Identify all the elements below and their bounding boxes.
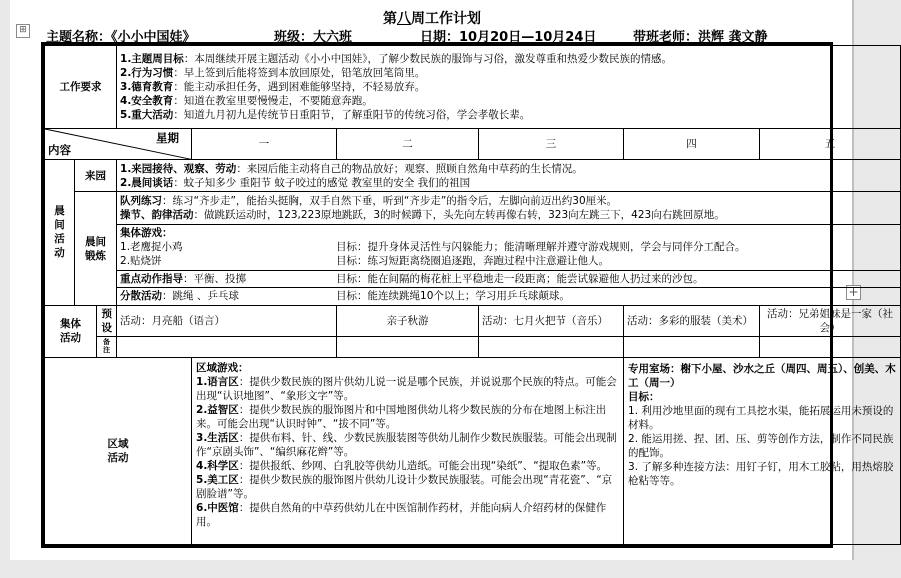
collective-label <box>45 305 97 358</box>
list-item <box>120 289 897 303</box>
item-head: 5.重大活动 <box>120 108 174 121</box>
requirements-content <box>117 46 901 129</box>
item-text: ：来园后能主动将自己的物品放好；观察、照顾自然角中草药的生长情况。 <box>236 162 583 175</box>
goal-label: 目标： <box>628 391 660 404</box>
list-item <box>120 52 897 66</box>
game-name: 2.贴烧饼 <box>120 255 162 268</box>
item-text: ：练习“齐步走”，能抬头挺胸，双手自然下垂，听到“齐步走”的指令后，左脚向前迈出约30厘米。 <box>162 195 618 208</box>
item-head: 4.科学区 <box>196 460 239 473</box>
special-room-text: ：榭下小屋、沙水之丘（周四、周五）、创美、木工（周一） <box>628 363 896 390</box>
list-item <box>196 473 619 501</box>
list-item <box>120 254 897 268</box>
list-item <box>120 176 897 190</box>
special-room-line <box>628 362 896 390</box>
item-text: ：做跳跃运动时，123,223原地跳跃，3的时候蹲下，头先向左转再像右转，323向左跳三下，423向右跳回原地。 <box>193 209 725 222</box>
class-label: 班级： <box>274 30 314 45</box>
area-text: 区域活动 <box>107 438 129 465</box>
focus-content <box>117 271 901 288</box>
item-text: ：跳绳 、乒乓球 <box>162 290 239 303</box>
list-item <box>196 431 619 459</box>
requirements-label: 工作要求 <box>45 46 117 129</box>
item-text: ：提供少数民族的服饰图片供幼儿设计少数民族服装。可能会出现“青花瓷”、“京剧脸谱”等。 <box>196 474 613 501</box>
activity-tuesday: 亲子秋游 <box>337 305 479 336</box>
collective-text: 集体活动 <box>60 318 81 345</box>
list-item <box>120 272 897 286</box>
item-head: 1.来园接待、观察、劳动 <box>120 162 237 175</box>
list-item <box>120 240 897 254</box>
item-text: ：提供少数民族的服饰图片和中国地图供幼儿将少数民族的分布在地图上标注出来。可能会出现“认识时钟”、“拔不同”等。 <box>196 404 607 431</box>
item-text: ：平衡、投掷 <box>183 273 247 286</box>
collective-row <box>45 305 901 336</box>
list-item <box>120 194 897 208</box>
corner-weekday-label: 星期 <box>156 130 180 145</box>
list-item <box>120 162 897 176</box>
item-goal: 目标：能在间隔的梅花桩上平稳地走一段距离；能尝试躲避他人扔过来的沙包。 <box>336 273 704 286</box>
day-monday: 一 <box>192 128 337 159</box>
corner-content-label: 内容 <box>48 143 71 158</box>
group-row <box>45 288 901 305</box>
item-head: 6.中医馆 <box>196 502 239 515</box>
goal-item: 1. 利用沙地里面的现有工具挖水渠，能拓展运用未预设的材料。 <box>628 405 894 432</box>
day-friday: 五 <box>760 128 901 159</box>
exercise-text: 晨间锻炼 <box>85 235 106 262</box>
item-head: 3.德育教育 <box>120 80 174 93</box>
drill-content <box>117 192 901 224</box>
item-head: 2.益智区 <box>196 404 239 417</box>
item-head: 4.安全教育 <box>120 94 174 107</box>
activity-monday: 活动：月亮船（语言） <box>117 305 337 336</box>
item-head: 3.生活区 <box>196 432 239 445</box>
note-cell-4 <box>624 336 760 357</box>
add-column-icon[interactable]: + <box>846 285 861 300</box>
item-head: 1.主题周目标 <box>120 52 184 65</box>
special-room-content <box>624 358 901 545</box>
item-text: ：提供报纸、纱网、白乳胶等供幼儿造纸。可能会出现“染纸”、“提取色素”等。 <box>238 460 608 473</box>
goal-item: 3. 了解多种连接方法：用钉子钉，用木工胶粘，用热熔胶枪粘等等。 <box>628 461 894 488</box>
item-text: ：知道九月初九是传统节日重阳节，了解重阳节的传统习俗，学会孝敬长辈。 <box>173 108 531 121</box>
note-text: 备注 <box>103 337 110 354</box>
page-title <box>0 8 864 28</box>
item-head: 1.语言区 <box>196 376 239 389</box>
item-text: ：提供少数民族的图片供幼儿说一说是哪个民族，并说说那个民族的特点。可能会出现“认识地图”、“象形文字”等。 <box>196 376 617 403</box>
area-row <box>45 358 901 545</box>
list-item <box>196 375 619 403</box>
title-week: 八 <box>397 11 411 27</box>
note-cell-5 <box>760 336 901 357</box>
plan-text: 预设 <box>101 307 112 334</box>
list-item <box>120 208 897 222</box>
theme-label: 主题名称： <box>46 30 112 45</box>
activity-thursday: 活动：多彩的服装（美术） <box>624 305 760 336</box>
morning-activity-text: 晨间活动 <box>54 205 65 260</box>
area-games-content <box>192 358 624 545</box>
area-label <box>45 358 192 545</box>
weekday-header-row <box>45 128 901 159</box>
item-text: ：知道在教室里要慢慢走，不要随意奔跑。 <box>173 94 373 107</box>
item-head: 2.行为习惯 <box>120 66 174 79</box>
item-text: ：蚊子知多少 重阳节 蚊子咬过的感觉 教室里的安全 我们的祖国 <box>173 176 471 189</box>
theme-value: 《小小中国娃》 <box>111 30 196 45</box>
arrival-row <box>45 160 901 192</box>
focus-row <box>45 271 901 288</box>
activity-friday: 活动：兄弟姐妹是一家（社会） <box>760 305 901 336</box>
game-goal: 目标：练习短距离绕圈追逐跑，奔跑过程中注意避让他人。 <box>336 255 610 268</box>
day-wednesday: 三 <box>479 128 624 159</box>
item-text: ：提供布料、针、线、少数民族服装图等供幼儿制作少数民族服装。可能会出现制作“京剧头饰”、“编织麻花辫”等。 <box>196 432 617 459</box>
item-head: 2.晨间谈话 <box>120 176 174 189</box>
date-value: 10月20日—10月24日 <box>459 30 597 45</box>
note-cell-3 <box>479 336 624 357</box>
item-text: ：早上签到后能将签到本放回原处，铅笔放回笔筒里。 <box>173 66 426 79</box>
game-goal: 目标：提升身体灵活性与闪躲能力；能清晰理解并遵守游戏规则，学会与同伴分工配合。 <box>336 241 746 254</box>
title-suffix: 周工作计划 <box>411 11 481 27</box>
item-head: 队列练习 <box>120 195 163 208</box>
weekly-plan-table <box>44 45 901 545</box>
special-room-head: 专用室场 <box>628 363 671 376</box>
note-row <box>45 336 901 357</box>
item-head: 5.美工区 <box>196 474 239 487</box>
date-label: 日期： <box>420 30 460 45</box>
teacher-value: 洪辉 龚文静 <box>698 30 768 45</box>
teacher-label: 带班老师： <box>633 30 699 45</box>
list-item <box>196 459 619 473</box>
arrival-label: 来园 <box>75 160 117 192</box>
drill-row <box>45 192 901 224</box>
list-item <box>196 501 619 529</box>
game-name: 1.老鹰捉小鸡 <box>120 241 183 254</box>
item-head: 重点动作指导 <box>120 273 184 286</box>
table-move-handle-icon[interactable]: ⊞ <box>16 24 30 38</box>
list-item <box>120 80 897 94</box>
list-item <box>196 403 619 431</box>
day-thursday: 四 <box>624 128 760 159</box>
note-cell-1 <box>117 336 337 357</box>
list-item <box>120 94 897 108</box>
day-tuesday: 二 <box>337 128 479 159</box>
item-text: ：本周继续开展主题活动《小小中国娃》，了解少数民族的服饰与习俗，激发尊重和热爱少数民族的情感。 <box>183 52 673 65</box>
item-goal: 目标：能连续跳绳10个以上；学习用乒乓球颠球。 <box>336 290 570 303</box>
class-value: 大六班 <box>313 30 353 45</box>
requirements-row <box>45 46 901 129</box>
title-prefix: 第 <box>383 11 397 27</box>
item-text: ：能主动承担任务，遇到困难能够坚持，不轻易放弃。 <box>173 80 426 93</box>
area-games-head: 区域游戏： <box>196 362 249 375</box>
activity-wednesday: 活动：七月火把节（音乐） <box>479 305 624 336</box>
note-cell-2 <box>337 336 479 357</box>
goal-item: 2. 能运用搓、捏、团、压、剪等创作方法，制作不同民族的配饰。 <box>628 433 894 460</box>
list-item <box>120 108 897 122</box>
games-head: 集体游戏： <box>120 227 173 240</box>
plan-label <box>97 305 117 336</box>
morning-activity-label <box>45 160 75 305</box>
group-content <box>117 288 901 305</box>
arrival-content <box>117 160 901 192</box>
games-row <box>45 224 901 270</box>
item-head: 分散活动 <box>120 290 163 303</box>
note-label <box>97 336 117 357</box>
games-content <box>117 224 901 270</box>
item-text: ：提供自然角的中草药供幼儿在中医馆制作药材，并能向病人介绍药材的保健作用。 <box>196 502 607 529</box>
diagonal-header-cell <box>45 128 192 159</box>
list-item <box>120 66 897 80</box>
exercise-label <box>75 192 117 305</box>
item-head: 操节、韵律活动 <box>120 209 194 222</box>
